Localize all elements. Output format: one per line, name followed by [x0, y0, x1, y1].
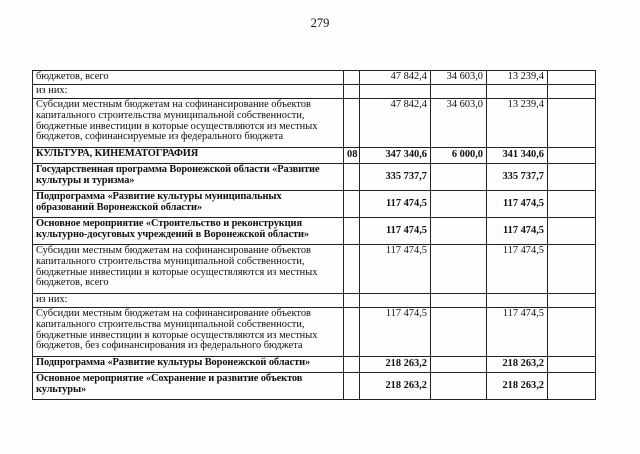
cell-total: 117 474,5: [360, 218, 431, 245]
cell-total: [360, 294, 431, 308]
cell-name: Государственная программа Воронежской области «Развитие культуры и туризма»: [33, 164, 344, 191]
cell-name: Подпрограмма «Развитие культуры Воронежской области»: [33, 357, 344, 373]
cell-code: [344, 373, 360, 400]
cell-col2: 34 603,0: [431, 99, 487, 148]
cell-col3: 13 239,4: [487, 71, 548, 85]
cell-col3: 117 474,5: [487, 245, 548, 294]
table-row: [33, 245, 596, 294]
cell-col4: [548, 245, 596, 294]
table-row: [33, 99, 596, 148]
page-number: 279: [310, 16, 330, 30]
cell-col2: [431, 294, 487, 308]
cell-name: из них:: [33, 294, 344, 308]
cell-col4: [548, 85, 596, 99]
table-row: [33, 71, 596, 85]
cell-total: 117 474,5: [360, 245, 431, 294]
cell-code: [344, 294, 360, 308]
cell-code: [344, 308, 360, 357]
cell-name: Основное мероприятие «Сохранение и развитие объектов культуры»: [33, 373, 344, 400]
cell-col4: [548, 164, 596, 191]
table-row: [33, 85, 596, 99]
table-row: [33, 191, 596, 218]
cell-total: [360, 85, 431, 99]
cell-col2: [431, 373, 487, 400]
cell-code: [344, 71, 360, 85]
cell-col3: 218 263,2: [487, 373, 548, 400]
cell-code: [344, 357, 360, 373]
cell-code: [344, 218, 360, 245]
cell-col2: [431, 85, 487, 99]
cell-col4: [548, 191, 596, 218]
cell-code: [344, 99, 360, 148]
cell-total: 47 842,4: [360, 71, 431, 85]
table-row: [33, 294, 596, 308]
cell-total: 335 737,7: [360, 164, 431, 191]
cell-col3: 335 737,7: [487, 164, 548, 191]
cell-col2: 6 000,0: [431, 148, 487, 164]
cell-total: 218 263,2: [360, 357, 431, 373]
cell-name: Подпрограмма «Развитие культуры муниципальных образований Воронежской области»: [33, 191, 344, 218]
cell-total: 47 842,4: [360, 99, 431, 148]
cell-name: Субсидии местным бюджетам на софинансирование объектов капитального строительства муниципальной собственности, бюджетные инвестиции в которые осуществляются из местных бюджетов, софинансируемые из федерального бюджета: [33, 99, 344, 148]
cell-total: 218 263,2: [360, 373, 431, 400]
cell-col3: 117 474,5: [487, 218, 548, 245]
cell-col3: 218 263,2: [487, 357, 548, 373]
cell-col2: [431, 191, 487, 218]
cell-col2: [431, 218, 487, 245]
cell-col4: [548, 308, 596, 357]
cell-total: 117 474,5: [360, 308, 431, 357]
cell-col4: [548, 357, 596, 373]
budget-table: [32, 70, 596, 400]
cell-total: 117 474,5: [360, 191, 431, 218]
cell-col2: [431, 357, 487, 373]
cell-col3: 13 239,4: [487, 99, 548, 148]
cell-name: Субсидии местным бюджетам на софинансирование объектов капитального строительства муниципальной собственности, бюджетные инвестиции в которые осуществляются из местных бюджетов, всего: [33, 245, 344, 294]
cell-col4: [548, 218, 596, 245]
table-row: [33, 148, 596, 164]
cell-col4: [548, 71, 596, 85]
cell-name: КУЛЬТУРА, КИНЕМАТОГРАФИЯ: [33, 148, 344, 164]
cell-code: 08: [344, 148, 360, 164]
cell-col2: 34 603,0: [431, 71, 487, 85]
cell-name: Основное мероприятие «Строительство и реконструкция культурно-досуговых учреждений в Воронежской области»: [33, 218, 344, 245]
table-row: [33, 357, 596, 373]
cell-col4: [548, 99, 596, 148]
cell-col4: [548, 148, 596, 164]
cell-col3: [487, 85, 548, 99]
cell-col3: 341 340,6: [487, 148, 548, 164]
cell-col3: 117 474,5: [487, 191, 548, 218]
cell-name: бюджетов, всего: [33, 71, 344, 85]
table-row: [33, 164, 596, 191]
table-row: [33, 373, 596, 400]
table-row: [33, 308, 596, 357]
budget-table-body: [33, 71, 596, 400]
cell-code: [344, 164, 360, 191]
cell-total: 347 340,6: [360, 148, 431, 164]
cell-code: [344, 85, 360, 99]
cell-col3: 117 474,5: [487, 308, 548, 357]
cell-col4: [548, 373, 596, 400]
cell-name: из них:: [33, 85, 344, 99]
cell-col4: [548, 294, 596, 308]
cell-col2: [431, 164, 487, 191]
table-row: [33, 218, 596, 245]
cell-col2: [431, 308, 487, 357]
cell-col3: [487, 294, 548, 308]
cell-code: [344, 191, 360, 218]
cell-col2: [431, 245, 487, 294]
cell-name: Субсидии местным бюджетам на софинансирование объектов капитального строительства муниципальной собственности, бюджетные инвестиции в которые осуществляются из местных бюджетов, без софинансирования из федерального бюджета: [33, 308, 344, 357]
cell-code: [344, 245, 360, 294]
